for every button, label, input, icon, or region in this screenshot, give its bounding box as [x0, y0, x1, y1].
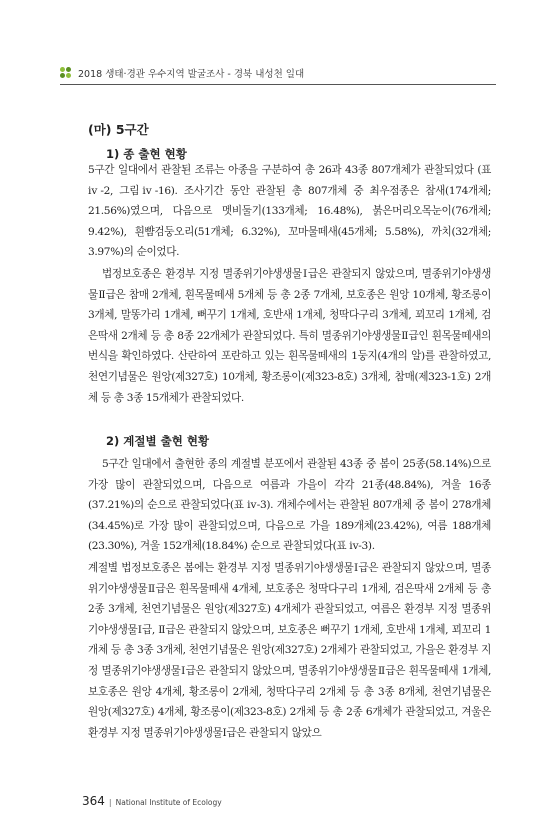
- header-dots-icon: [60, 67, 72, 79]
- header-title: 2018 생태·경관 우수지역 발굴조사 - 경북 내성천 일대: [78, 69, 305, 80]
- header-divider: [60, 84, 496, 85]
- paragraph-seasonal-protected: 계절별 법정보호종은 봄에는 환경부 지정 멸종위기야생생물Ⅰ급은 관찰되지 않았으며, 멸종위기야생생물Ⅱ급은 흰목물떼새 4개체, 보호종은 청딱다구리 1개체, 검은딱새 2개체 등 총 2종 3개체, 천연기념물은 원앙(제327호) 4개체가 관찰되었고, 여름은 환경부 지정 멸종위기야생생물Ⅰ급, Ⅱ급은 관찰되지 않았으며, 보호종은 뻐꾸기 1개체, 호반새 1개체, 꾀꼬리 1개체 등 총 3종 3개체, 천연기념물은 원앙(제327호) 2개체가 관찰되었고, 가을은 환경부 지정 멸종위기야생생물Ⅰ급은 관찰되지 않았으며, 멸종위기야생생물Ⅱ급은 흰목물떼새 1개체, 보호종은 원앙 4개체, 황조롱이 2개체, 청딱다구리 2개체 등 총 3종 8개체, 천연기념물은 원앙(제327호) 4개체, 황조롱이(제323-8호) 2개체 등 총 2종 6개체가 관찰되었고, 겨울은 환경부 지정 멸종위기야생생물Ⅰ급은 관찰되지 않았으: [88, 562, 491, 739]
- paragraph-seasonal-distribution: 5구간 일대에서 출현한 종의 계절별 분포에서 관찰된 43종 중 봄이 25종(58.14%)으로 가장 많이 관찰되었으며, 다음으로 여름과 가을이 각각 21종(48.84%), 겨울 16종(37.21%)의 순으로 관찰되었다(표 ⅳ-3). 개체수에서는 관찰된 807개체 중 봄이 278개체(34.45%)로 가장 많이 관찰되었으며, 다음으로 가을 189개체(23.42%), 여름 188개체(23.30%), 겨울 152개체(18.84%) 순으로 관찰되었다(표 ⅳ-3).: [88, 458, 491, 553]
- footer-separator: |: [108, 798, 112, 807]
- paragraph-species-summary: 5구간 일대에서 관찰된 조류는 아종을 구분하여 총 26과 43종 807개체가 관찰되었다 (표 ⅳ-2, 그림ⅳ-16). 조사기간 동안 관찰된 총 807개체 중 최우점종은 참새(174개체; 21.56%)였으며, 다음으로 멧비둘기(133개체; 16.48%), 붉은머리오목눈이(76개체; 9.42%), 흰뺨검둥오리(51개체; 6.32%), 꼬마물떼새(45개체; 5.58%), 까치(32개체; 3.97%)의 순이었다.: [88, 164, 491, 259]
- subsection-title-seasonal: 2) 계절별 출현 현황: [106, 434, 210, 448]
- page-number: 364: [82, 794, 105, 808]
- page-footer: [82, 794, 222, 808]
- footer-organization: National Institute of Ecology: [115, 798, 222, 807]
- running-header: [60, 64, 496, 82]
- paragraph-protected-species: 법정보호종은 환경부 지정 멸종위기야생생물Ⅰ급은 관찰되지 않았으며, 멸종위기야생생물Ⅱ급은 참매 2개체, 흰목물떼새 5개체 등 총 2종 7개체, 보호종은 원앙 10개체, 황조롱이 3개체, 말똥가리 1개체, 뻐꾸기 1개체, 호반새 1개체, 청딱다구리 3개체, 꾀꼬리 1개체, 검은딱새 2개체 등 총 8종 22개체가 관찰되었다. 특히 멸종위기야생생물Ⅱ급인 흰목물떼새의 번식을 확인하였다. 산란하여 포란하고 있는 흰목물떼새의 1둥지(4개의 알)를 관찰하였고, 천연기념물은 원앙(제327호) 10개체, 황조롱이(제323-8호) 3개체, 참매(제323-1호) 2개체 등 총 3종 15개체가 관찰되었다.: [88, 268, 491, 404]
- section-title: (마) 5구간: [88, 122, 149, 137]
- subsection-title-species: 1) 종 출현 현황: [106, 147, 187, 161]
